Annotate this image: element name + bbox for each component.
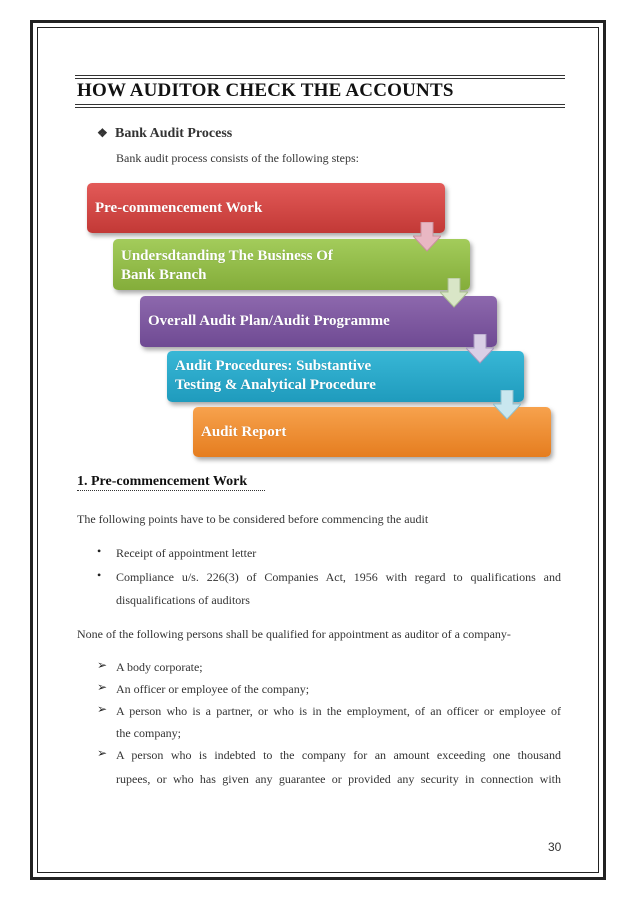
title-rule-top	[75, 75, 565, 76]
subsection-intro: The following points have to be considered before commencing the audit	[77, 512, 429, 526]
arrow-bullet-icon: ➢	[97, 658, 108, 672]
arrow-item-3-line2: the company;	[116, 726, 181, 740]
arrow-bullet-icon: ➢	[97, 746, 108, 760]
arrow-item-4-line1: A person who is indebted to the company for an amount exceeding one thousand	[116, 748, 561, 762]
down-arrow-icon	[493, 390, 521, 420]
qualification-para: None of the following persons shall be qualified for appointment as auditor of a company-	[77, 627, 511, 641]
process-step-1-label: Pre-commencement Work	[95, 199, 263, 216]
process-step-3-label: Overall Audit Plan/Audit Programme	[148, 313, 390, 329]
bullet-item-1: Receipt of appointment letter	[116, 546, 257, 560]
process-step-2-label-line2: Bank Branch	[121, 267, 207, 283]
arrow-item-2: An officer or employee of the company;	[116, 682, 310, 696]
title-rule-top-2	[75, 78, 565, 79]
round-bullet-icon: •	[97, 568, 102, 582]
section-intro: Bank audit process consists of the following steps:	[116, 151, 359, 165]
process-step-4-label-line2: Testing & Analytical Procedure	[175, 377, 376, 393]
bullet-item-2-line1: Compliance u/s. 226(3) of Companies Act, 1956 with regard to qualifications and	[116, 570, 561, 584]
arrow-item-3-line1: A person who is a partner, or who is in the employment, of an officer or employee of	[116, 704, 561, 718]
process-step-5-label: Audit Report	[201, 423, 287, 440]
down-arrow-icon	[466, 334, 494, 364]
process-step-2-label-line1: Undersdtanding The Business Of	[121, 248, 333, 264]
arrow-bullet-icon: ➢	[97, 680, 108, 694]
page-title: HOW AUDITOR CHECK THE ACCOUNTS	[77, 80, 454, 101]
section-heading	[97, 126, 232, 142]
round-bullet-icon: •	[97, 544, 102, 558]
title-rule-bottom	[75, 104, 565, 105]
title-rule-bottom-2	[75, 107, 565, 108]
subsection-heading-underline	[77, 490, 265, 491]
bullet-item-2-line2: disqualifications of auditors	[116, 593, 250, 607]
process-step-1	[87, 183, 445, 233]
section-heading-text: Bank Audit Process	[115, 126, 233, 141]
arrow-item-4-line2: rupees, or who has given any guarantee or provided any security in connection with	[116, 772, 561, 786]
arrow-bullet-icon: ➢	[97, 702, 108, 716]
process-step-4-label-line1: Audit Procedures: Substantive	[175, 358, 372, 374]
arrow-item-1: A body corporate;	[116, 660, 203, 674]
diamond-bullet-icon: ❖	[97, 126, 108, 140]
down-arrow-icon	[413, 222, 441, 252]
page-number: 30	[548, 840, 562, 854]
down-arrow-icon	[440, 278, 468, 308]
subsection-heading: 1. Pre-commencement Work	[77, 474, 248, 489]
